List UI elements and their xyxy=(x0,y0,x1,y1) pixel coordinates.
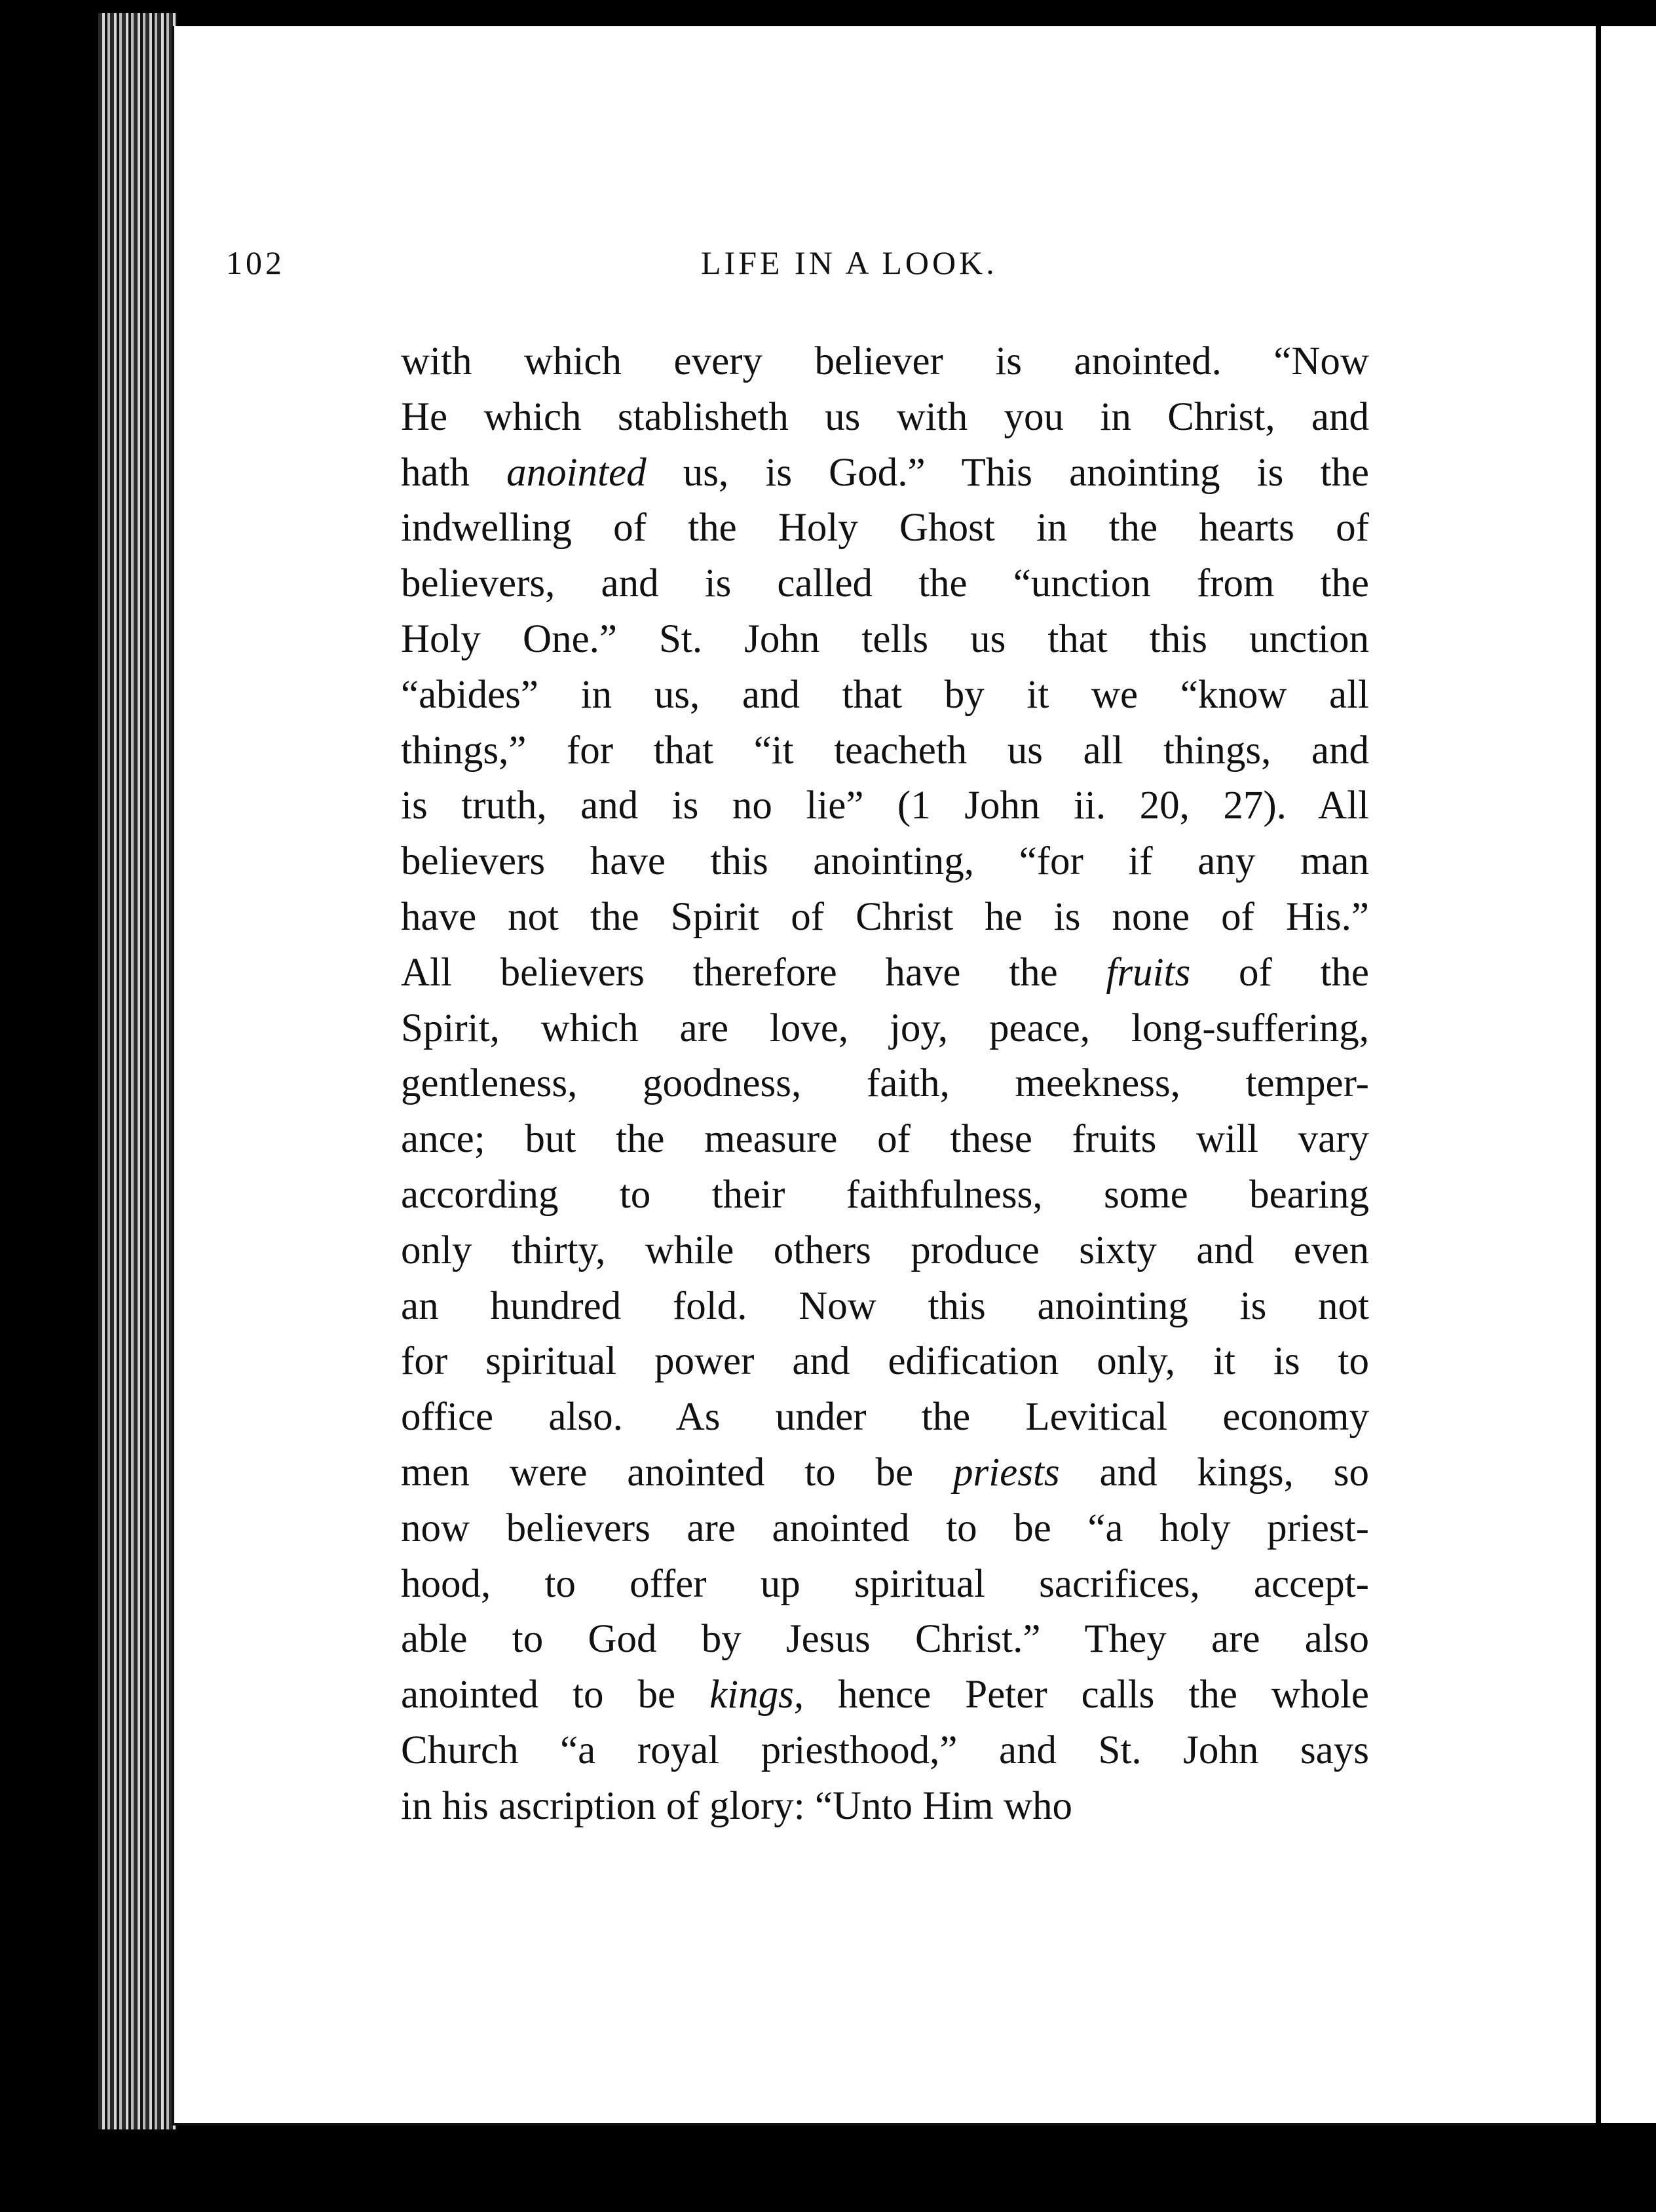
text-line xyxy=(401,668,1369,723)
text-run: All believers therefore have the xyxy=(401,950,1106,995)
italic-phrase: kings, xyxy=(709,1673,804,1717)
text-run: only thirty, while others produce sixty and even xyxy=(401,1228,1369,1272)
text-run: “abides” in us, and that by it we “know all xyxy=(401,672,1369,717)
text-run: and kings, so xyxy=(1059,1450,1369,1495)
text-run: according to their faithfulness, some bearing xyxy=(401,1172,1369,1217)
text-line xyxy=(401,390,1369,446)
text-run: with which every believer is anointed. “Now xyxy=(401,339,1369,383)
text-line xyxy=(401,1112,1369,1168)
body-text xyxy=(401,334,1369,1835)
text-run: now believers are anointed to be “a holy priest- xyxy=(401,1506,1369,1550)
text-run: hence Peter calls the whole xyxy=(804,1673,1369,1717)
text-line xyxy=(401,1445,1369,1501)
text-line xyxy=(401,1056,1369,1112)
running-title: LIFE IN A LOOK. xyxy=(701,244,998,281)
text-run: office also. As under the Levitical economy xyxy=(401,1395,1369,1440)
text-run: Holy One.” St. John tells us that this unction xyxy=(401,617,1369,661)
text-run: Spirit, which are love, joy, peace, long-suffering, xyxy=(401,1006,1369,1050)
text-run: ance; but the measure of these fruits will vary xyxy=(401,1117,1369,1162)
text-run: is truth, and is no lie” (1 John ii. 20, 27). All xyxy=(401,784,1369,828)
text-line xyxy=(401,1501,1369,1557)
text-run: Church “a royal priesthood,” and St. John says xyxy=(401,1728,1369,1772)
text-line xyxy=(401,1612,1369,1668)
text-line xyxy=(401,501,1369,556)
running-head xyxy=(226,244,1366,296)
text-run: us, is God.” This anointing is the xyxy=(646,450,1369,495)
text-line xyxy=(401,723,1369,779)
text-run: He which stablisheth us with you in Christ, and xyxy=(401,394,1369,439)
text-run: believers, and is called the “unction from the xyxy=(401,562,1369,606)
italic-phrase: priests xyxy=(952,1450,1060,1495)
text-run: able to God by Jesus Christ.” They are also xyxy=(401,1617,1369,1662)
text-line xyxy=(401,334,1369,390)
text-line xyxy=(401,1334,1369,1390)
book-page-edges xyxy=(98,13,177,2129)
italic-phrase: fruits xyxy=(1106,950,1191,995)
text-line xyxy=(401,446,1369,501)
text-line xyxy=(401,945,1369,1001)
text-run: of the xyxy=(1190,950,1369,995)
text-line xyxy=(401,1223,1369,1279)
text-run: men were anointed to be xyxy=(401,1450,953,1495)
text-run: gentleness, goodness, faith, meekness, temper- xyxy=(401,1061,1369,1106)
text-line xyxy=(401,1279,1369,1335)
text-run: an hundred fold. Now this anointing is not xyxy=(401,1284,1369,1328)
text-line xyxy=(401,890,1369,945)
text-run: have not the Spirit of Christ he is none of His.” xyxy=(401,894,1369,939)
text-line xyxy=(401,778,1369,834)
text-line xyxy=(401,1001,1369,1057)
text-run: hood, to offer up spiritual sacrifices, accept- xyxy=(401,1561,1369,1606)
text-run: for spiritual power and edification only, it is to xyxy=(401,1339,1369,1384)
text-line xyxy=(401,1390,1369,1445)
text-line xyxy=(401,1168,1369,1223)
italic-phrase: anointed xyxy=(506,450,647,495)
text-run: things,” for that “it teacheth us all things, and xyxy=(401,728,1369,772)
text-run: in his ascription of glory: “Unto Him who xyxy=(401,1783,1073,1828)
text-run: believers have this anointing, “for if any man xyxy=(401,839,1369,884)
text-run: anointed to be xyxy=(401,1673,710,1717)
text-run: indwelling of the Holy Ghost in the hearts of xyxy=(401,506,1369,550)
text-line xyxy=(401,1723,1369,1779)
text-line xyxy=(401,1668,1369,1723)
text-line xyxy=(401,834,1369,890)
text-run: hath xyxy=(401,450,507,495)
page-number: 102 xyxy=(226,244,285,281)
text-line xyxy=(401,612,1369,668)
text-line xyxy=(401,556,1369,612)
text-line xyxy=(401,1557,1369,1612)
text-line xyxy=(401,1779,1369,1835)
facing-page-edge xyxy=(1596,26,1656,2123)
